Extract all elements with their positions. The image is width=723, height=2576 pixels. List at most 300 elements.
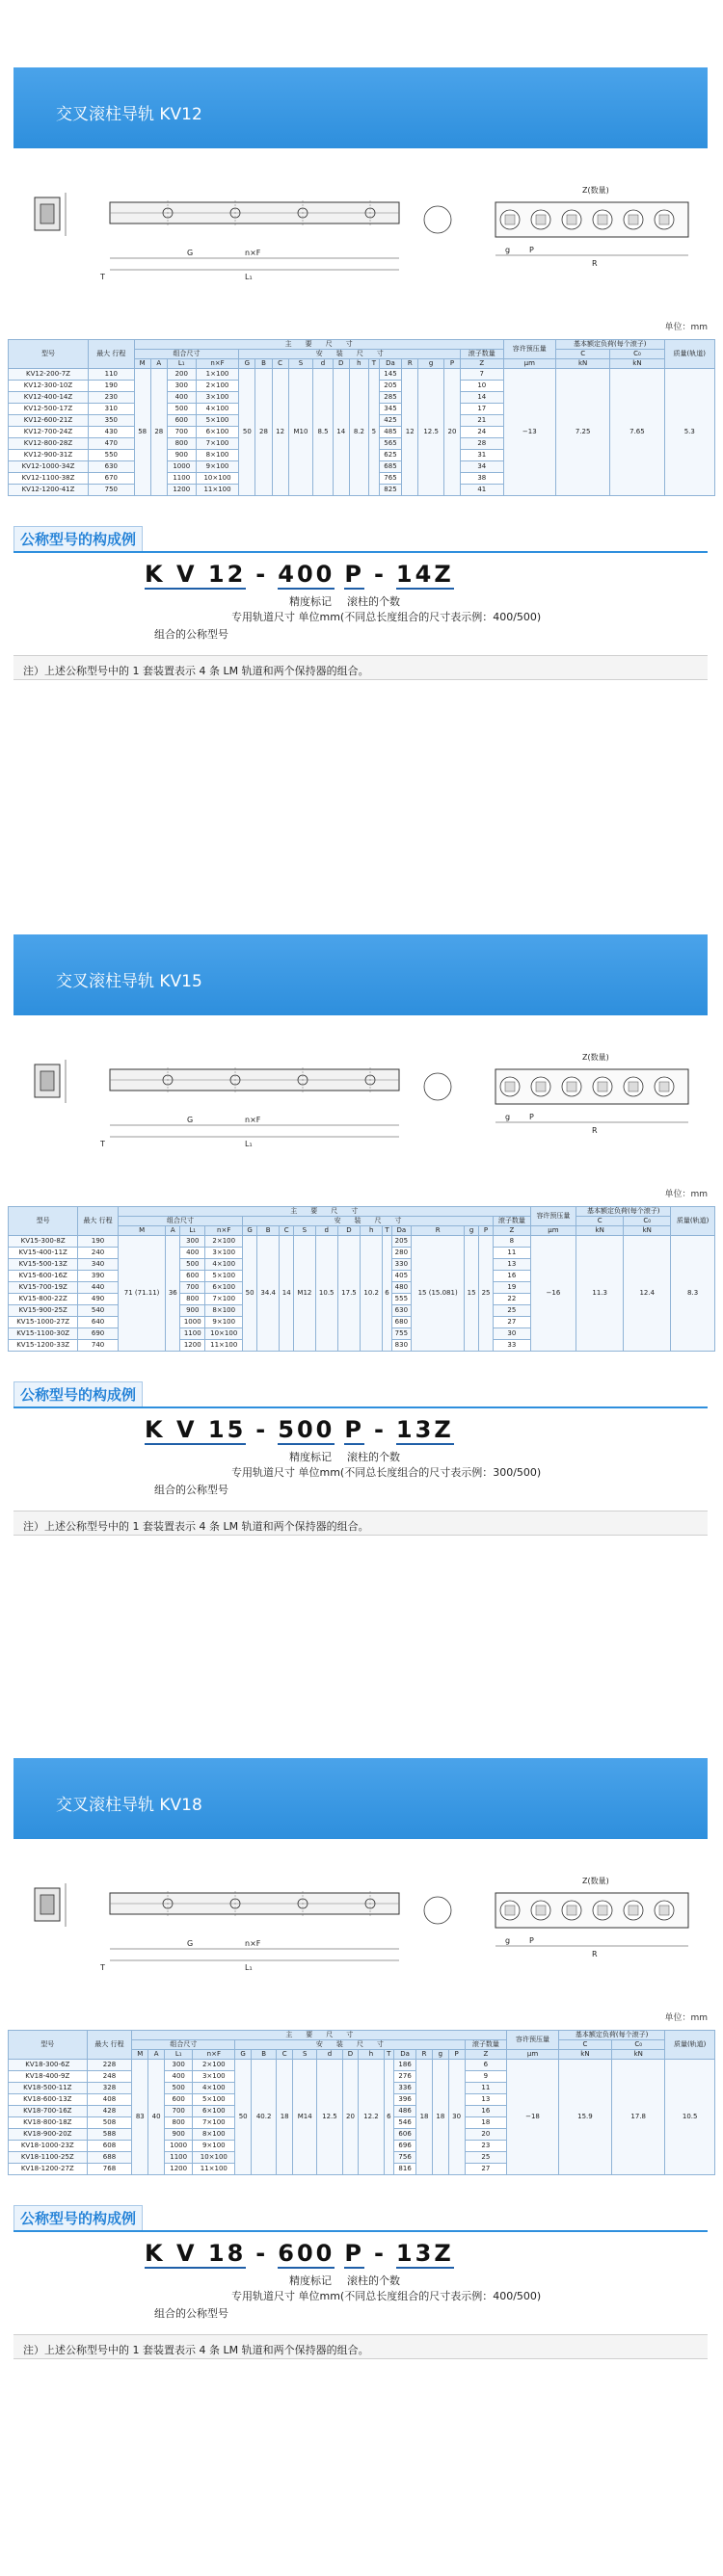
- header-col-mount: Da: [394, 2050, 416, 2060]
- cell-l1: 700: [167, 427, 196, 438]
- cell-da: 345: [379, 404, 401, 415]
- cell-da: 336: [394, 2083, 416, 2094]
- model-part-p2: 500: [278, 1416, 335, 1443]
- cell-g-small: 12.5: [418, 369, 444, 496]
- header-assembly: 组合尺寸: [118, 1217, 242, 1226]
- cell-l1: 1200: [167, 485, 196, 496]
- header-col-delta-unit: μm: [530, 1226, 576, 1236]
- cell-nf: 7×100: [205, 1294, 243, 1305]
- header-mounting: 安 装 尺 寸: [239, 350, 461, 359]
- cell-l1: 600: [167, 415, 196, 427]
- cell-da: 756: [394, 2152, 416, 2164]
- cell-stroke: 688: [87, 2152, 132, 2164]
- table-row: [9, 1236, 715, 1248]
- cell-z: 22: [493, 1294, 530, 1305]
- cell-stroke: 550: [88, 450, 134, 461]
- drawing-label-g-dim: G: [187, 249, 194, 257]
- cell-c: 7.25: [556, 369, 610, 496]
- cell-stroke: 588: [87, 2129, 132, 2141]
- section-banner: [13, 67, 708, 148]
- cell-l1: 400: [167, 392, 196, 404]
- cell-t: 5: [369, 369, 380, 496]
- example-label-length: 专用轨道尺寸 单位mm(不同总长度组合的尺寸表示例：400/500): [231, 2290, 542, 2302]
- section-title: 交叉滚柱导轨 KV18: [56, 1796, 202, 1815]
- cell-delta: −13: [503, 369, 556, 496]
- model-part-p4: 13Z: [395, 1416, 454, 1443]
- cell-model: KV12-800-28Z: [9, 438, 89, 450]
- cell-d: 17.5: [337, 1236, 360, 1352]
- drawing-label-g: g: [505, 246, 511, 254]
- header-col-mount: R: [416, 2050, 433, 2060]
- cell-model: KV18-500-11Z: [9, 2083, 88, 2094]
- header-roller-count: 滚子数量: [493, 1217, 530, 1226]
- header-col-mount: D: [337, 1226, 360, 1236]
- drawing-label-g-dim: G: [187, 1116, 194, 1124]
- cell-z: 25: [493, 1305, 530, 1317]
- header-col-z: Z: [461, 359, 503, 369]
- drawing-label-nf: n×F: [245, 249, 261, 257]
- cell-nf: 9×100: [196, 461, 239, 473]
- header-max-stroke: 最大 行程: [87, 2031, 132, 2060]
- example-label-count: 滚柱的个数: [347, 595, 400, 608]
- cell-da: 765: [379, 473, 401, 485]
- cell-model: KV15-1000-27Z: [9, 1317, 78, 1328]
- example-divider: [13, 1406, 708, 1408]
- cell-da: 546: [394, 2117, 416, 2129]
- section-banner: [13, 1758, 708, 1839]
- cell-stroke: 340: [78, 1259, 119, 1271]
- cell-s: M10: [288, 369, 313, 496]
- cell-stroke: 750: [88, 485, 134, 496]
- example-label-length: 专用轨道尺寸 单位mm(不同总长度组合的尺寸表示例：400/500): [231, 611, 542, 623]
- model-part-p3: P: [344, 2240, 364, 2267]
- header-load: 基本额定负荷(每个滚子): [576, 1207, 671, 1217]
- cell-l1: 1000: [165, 2141, 193, 2152]
- cell-model: KV18-1000-23Z: [9, 2141, 88, 2152]
- cell-nf: 1×100: [196, 369, 239, 381]
- cell-a: 28: [150, 369, 167, 496]
- header-col-c0-unit: kN: [612, 2050, 665, 2060]
- cell-stroke: 350: [88, 415, 134, 427]
- drawing-label-l1: L₁: [245, 1140, 253, 1148]
- cell-stroke: 740: [78, 1340, 119, 1352]
- header-col-mount: S: [288, 359, 313, 369]
- cell-model: KV12-900-31Z: [9, 450, 89, 461]
- cell-stroke: 430: [88, 427, 134, 438]
- example-label-count: 滚柱的个数: [347, 2274, 400, 2287]
- drawing-label-r: R: [592, 1126, 598, 1135]
- cell-l1: 500: [167, 404, 196, 415]
- header-col-z: Z: [465, 2050, 507, 2060]
- cell-z: 11: [465, 2083, 507, 2094]
- header-col-c-unit: kN: [576, 1226, 624, 1236]
- header-col-mount: C: [280, 1226, 294, 1236]
- header-col-mount: S: [293, 2050, 317, 2060]
- model-example: [145, 2240, 464, 2269]
- cell-da: 285: [379, 392, 401, 404]
- example-label-combo: 组合的公称型号: [154, 628, 228, 641]
- cell-l1: 300: [165, 2060, 193, 2071]
- cell-model: KV15-500-13Z: [9, 1259, 78, 1271]
- header-col-assembly: n×F: [193, 2050, 235, 2060]
- cell-z: 18: [465, 2117, 507, 2129]
- drawing-label-nf: n×F: [245, 1116, 261, 1124]
- cell-nf: 9×100: [205, 1317, 243, 1328]
- header-col-mount: D: [333, 359, 349, 369]
- cell-da: 396: [394, 2094, 416, 2106]
- cell-da: 205: [391, 1236, 411, 1248]
- cell-da: 280: [391, 1248, 411, 1259]
- header-col-assembly: L₁: [165, 2050, 193, 2060]
- model-part-d1: -: [255, 2240, 269, 2267]
- header-col-mount: g: [465, 1226, 479, 1236]
- cell-model: KV18-700-16Z: [9, 2106, 88, 2117]
- cell-da: 405: [391, 1271, 411, 1282]
- header-col-mount: Da: [379, 359, 401, 369]
- cell-model: KV12-300-10Z: [9, 381, 89, 392]
- cell-z: 28: [461, 438, 503, 450]
- cell-stroke: 228: [87, 2060, 132, 2071]
- cell-da: 696: [394, 2141, 416, 2152]
- cell-d: 12.5: [317, 2060, 342, 2175]
- cell-stroke: 608: [87, 2141, 132, 2152]
- cell-z: 38: [461, 473, 503, 485]
- header-col-assembly: L₁: [180, 1226, 205, 1236]
- header-col-mount: D: [342, 2050, 359, 2060]
- header-col-mount: R: [412, 1226, 465, 1236]
- model-part-p4: 13Z: [395, 2240, 454, 2267]
- cell-stroke: 248: [87, 2071, 132, 2083]
- spec-table: [8, 1206, 715, 1352]
- model-part-d2: -: [373, 561, 387, 588]
- cell-z: 23: [465, 2141, 507, 2152]
- cell-m: 71 (71.11): [118, 1236, 166, 1352]
- header-roller-count: 滚子数量: [465, 2040, 507, 2050]
- cell-z: 27: [465, 2164, 507, 2175]
- header-col-mount: R: [402, 359, 418, 369]
- cell-nf: 3×100: [205, 1248, 243, 1259]
- model-part-p1: K V 18: [145, 2240, 247, 2267]
- header-col-mount: h: [361, 1226, 383, 1236]
- cell-p: 30: [448, 2060, 465, 2175]
- cell-stroke: 408: [87, 2094, 132, 2106]
- cell-da: 145: [379, 369, 401, 381]
- cell-stroke: 690: [78, 1328, 119, 1340]
- cell-l1: 400: [165, 2071, 193, 2083]
- cell-z: 30: [493, 1328, 530, 1340]
- drawing-label-g-dim: G: [187, 1939, 194, 1948]
- cell-z: 16: [465, 2106, 507, 2117]
- cell-model: KV15-600-16Z: [9, 1271, 78, 1282]
- model-part-p3: P: [344, 561, 364, 588]
- cell-l1: 600: [180, 1271, 205, 1282]
- section-title: 交叉滚柱导轨 KV15: [56, 972, 202, 991]
- model-part-d1: -: [255, 1416, 269, 1443]
- example-label-accuracy: 精度标记: [289, 595, 332, 608]
- cell-c: 14: [280, 1236, 294, 1352]
- model-part-d2: -: [373, 1416, 387, 1443]
- example-label-accuracy: 精度标记: [289, 2274, 332, 2287]
- header-col-z: Z: [493, 1226, 530, 1236]
- example-heading: 公称型号的构成例: [13, 526, 143, 552]
- header-assembly: 组合尺寸: [132, 2040, 235, 2050]
- header-load: 基本额定负荷(每个滚子): [558, 2031, 665, 2040]
- cell-r: 18: [416, 2060, 433, 2175]
- cell-b: 28: [255, 369, 272, 496]
- header-col-assembly: A: [148, 2050, 165, 2060]
- cell-h: 12.2: [359, 2060, 384, 2175]
- cell-l1: 300: [180, 1236, 205, 1248]
- cell-da: 565: [379, 438, 401, 450]
- cell-g: 50: [243, 1236, 257, 1352]
- example-label-count: 滚柱的个数: [347, 1451, 400, 1463]
- header-mass: 质量(轨道): [664, 340, 714, 369]
- cell-z: 17: [461, 404, 503, 415]
- model-example: [145, 561, 464, 590]
- cell-l1: 1100: [180, 1328, 205, 1340]
- header-col-mount: P: [448, 2050, 465, 2060]
- cell-da: 685: [379, 461, 401, 473]
- cell-model: KV15-800-22Z: [9, 1294, 78, 1305]
- cell-z: 9: [465, 2071, 507, 2083]
- unit-label: 单位：mm: [664, 1190, 708, 1199]
- cell-da: 816: [394, 2164, 416, 2175]
- cell-stroke: 470: [88, 438, 134, 450]
- header-model: 型号: [9, 2031, 88, 2060]
- cell-l1: 900: [167, 450, 196, 461]
- cell-nf: 10×100: [193, 2152, 235, 2164]
- cell-z: 33: [493, 1340, 530, 1352]
- cell-model: KV12-700-24Z: [9, 427, 89, 438]
- header-col-mount: h: [349, 359, 368, 369]
- cell-model: KV12-600-21Z: [9, 415, 89, 427]
- cell-nf: 2×100: [193, 2060, 235, 2071]
- model-part-p3: P: [344, 1416, 364, 1443]
- cell-g-small: 18: [432, 2060, 448, 2175]
- cell-stroke: 328: [87, 2083, 132, 2094]
- cell-z: 31: [461, 450, 503, 461]
- header-col-mount: d: [317, 2050, 342, 2060]
- cell-stroke: 670: [88, 473, 134, 485]
- cell-h: 10.2: [361, 1236, 383, 1352]
- cell-nf: 11×100: [205, 1340, 243, 1352]
- header-col-mount: P: [443, 359, 460, 369]
- cell-da: 276: [394, 2071, 416, 2083]
- cell-stroke: 110: [88, 369, 134, 381]
- header-max-stroke: 最大 行程: [78, 1207, 119, 1236]
- cell-model: KV15-1100-30Z: [9, 1328, 78, 1340]
- header-c0: C₀: [624, 1217, 671, 1226]
- header-col-mount: P: [479, 1226, 494, 1236]
- cell-model: KV15-700-19Z: [9, 1282, 78, 1294]
- cell-g: 50: [235, 2060, 252, 2175]
- drawing-label-r: R: [592, 1950, 598, 1958]
- header-tolerance: 容许预压量: [530, 1207, 576, 1226]
- cell-r: 12: [402, 369, 418, 496]
- example-divider: [13, 2230, 708, 2232]
- cell-mass: 5.3: [664, 369, 714, 496]
- header-col-delta-unit: μm: [503, 359, 556, 369]
- model-example: [145, 1416, 464, 1445]
- cell-a: 36: [166, 1236, 180, 1352]
- header-col-c-unit: kN: [558, 2050, 611, 2060]
- cell-model: KV12-1100-38Z: [9, 473, 89, 485]
- drawing-label-l1: L₁: [245, 273, 253, 281]
- header-tolerance: 容许预压量: [507, 2031, 559, 2050]
- cell-t: 6: [383, 1236, 391, 1352]
- cell-stroke: 310: [88, 404, 134, 415]
- header-col-mount: g: [418, 359, 444, 369]
- cell-nf: 3×100: [193, 2071, 235, 2083]
- cell-nf: 8×100: [193, 2129, 235, 2141]
- header-col-assembly: A: [166, 1226, 180, 1236]
- header-col-mount: S: [294, 1226, 315, 1236]
- cell-stroke: 440: [78, 1282, 119, 1294]
- cell-stroke: 240: [78, 1248, 119, 1259]
- header-col-assembly: L₁: [167, 359, 196, 369]
- cell-stroke: 508: [87, 2117, 132, 2129]
- drawing-label-p: P: [529, 1113, 534, 1121]
- example-label-combo: 组合的公称型号: [154, 2307, 228, 2320]
- cell-da: 486: [394, 2106, 416, 2117]
- cell-model: KV15-900-25Z: [9, 1305, 78, 1317]
- model-part-d2: -: [373, 2240, 387, 2267]
- cell-stroke: 630: [88, 461, 134, 473]
- header-col-mount: h: [359, 2050, 384, 2060]
- cell-mass: 8.3: [671, 1236, 715, 1352]
- cell-d: 8.5: [313, 369, 333, 496]
- cell-da: 330: [391, 1259, 411, 1271]
- header-col-c-unit: kN: [556, 359, 610, 369]
- cell-nf: 7×100: [196, 438, 239, 450]
- header-col-mount: C: [272, 359, 288, 369]
- cell-s: M14: [293, 2060, 317, 2175]
- cell-nf: 7×100: [193, 2117, 235, 2129]
- cell-z: 6: [465, 2060, 507, 2071]
- table-row: [9, 369, 715, 381]
- cell-z: 7: [461, 369, 503, 381]
- cell-l1: 1200: [180, 1340, 205, 1352]
- cell-m: 58: [134, 369, 150, 496]
- cell-nf: 5×100: [196, 415, 239, 427]
- cell-da: 425: [379, 415, 401, 427]
- header-c0: C₀: [610, 350, 664, 359]
- rail-drawing: [13, 164, 708, 318]
- cell-model: KV12-200-7Z: [9, 369, 89, 381]
- cell-da: 625: [379, 450, 401, 461]
- header-col-mount: Da: [391, 1226, 411, 1236]
- cell-model: KV18-300-6Z: [9, 2060, 88, 2071]
- header-col-mount: C: [277, 2050, 293, 2060]
- example-heading: 公称型号的构成例: [13, 1381, 143, 1407]
- cell-nf: 2×100: [196, 381, 239, 392]
- cell-c0: 17.8: [612, 2060, 665, 2175]
- header-tolerance: 容许预压量: [503, 340, 556, 359]
- header-col-mount: G: [243, 1226, 257, 1236]
- cell-l1: 800: [165, 2117, 193, 2129]
- example-label-length: 专用轨道尺寸 单位mm(不同总长度组合的尺寸表示例：300/500): [231, 1466, 542, 1479]
- cell-c: 15.9: [558, 2060, 611, 2175]
- cell-z: 8: [493, 1236, 530, 1248]
- drawing-label-g: g: [505, 1113, 511, 1121]
- cell-g-small: 15: [465, 1236, 479, 1352]
- cell-da: 555: [391, 1294, 411, 1305]
- drawing-label-p: P: [529, 246, 534, 254]
- example-label-accuracy: 精度标记: [289, 1451, 332, 1463]
- cell-delta: −16: [530, 1236, 576, 1352]
- cell-da: 606: [394, 2129, 416, 2141]
- cell-p: 20: [443, 369, 460, 496]
- cell-l1: 900: [165, 2129, 193, 2141]
- header-col-mount: B: [257, 1226, 280, 1236]
- cell-nf: 10×100: [196, 473, 239, 485]
- header-mounting: 安 装 尺 寸: [235, 2040, 465, 2050]
- cell-z: 10: [461, 381, 503, 392]
- unit-label: 单位：mm: [664, 323, 708, 332]
- cell-da: 205: [379, 381, 401, 392]
- rail-drawing: [13, 1031, 708, 1185]
- cell-stroke: 190: [88, 381, 134, 392]
- cell-nf: 4×100: [205, 1259, 243, 1271]
- model-part-d1: -: [255, 561, 269, 588]
- header-col-mount: g: [432, 2050, 448, 2060]
- model-part-p1: K V 12: [145, 561, 247, 588]
- header-col-delta-unit: μm: [507, 2050, 559, 2060]
- header-main-dims: 主 要 尺 寸: [134, 340, 503, 350]
- cell-stroke: 428: [87, 2106, 132, 2117]
- header-col-assembly: A: [150, 359, 167, 369]
- header-main-dims: 主 要 尺 寸: [132, 2031, 507, 2040]
- cell-z: 27: [493, 1317, 530, 1328]
- cell-model: KV18-1200-27Z: [9, 2164, 88, 2175]
- drawing-label-r: R: [592, 259, 598, 268]
- cell-z: 13: [493, 1259, 530, 1271]
- drawing-label-p: P: [529, 1936, 534, 1945]
- cell-z: 24: [461, 427, 503, 438]
- drawing-label-z: Z(数量): [582, 186, 609, 195]
- cell-r: 15 (15.081): [412, 1236, 465, 1352]
- header-col-assembly: n×F: [196, 359, 239, 369]
- cell-model: KV15-300-8Z: [9, 1236, 78, 1248]
- cell-model: KV15-1200-33Z: [9, 1340, 78, 1352]
- header-c0: C₀: [612, 2040, 665, 2050]
- cell-stroke: 640: [78, 1317, 119, 1328]
- header-col-mount: d: [315, 1226, 337, 1236]
- cell-da: 755: [391, 1328, 411, 1340]
- cell-stroke: 230: [88, 392, 134, 404]
- cell-stroke: 390: [78, 1271, 119, 1282]
- cell-nf: 2×100: [205, 1236, 243, 1248]
- cell-a: 40: [148, 2060, 165, 2175]
- cell-z: 16: [493, 1271, 530, 1282]
- header-c: C: [558, 2040, 611, 2050]
- section-banner: [13, 934, 708, 1015]
- cell-c: 18: [277, 2060, 293, 2175]
- header-col-c0-unit: kN: [610, 359, 664, 369]
- cell-l1: 1000: [167, 461, 196, 473]
- header-col-mount: T: [384, 2050, 394, 2060]
- cell-c0: 12.4: [624, 1236, 671, 1352]
- cell-da: 630: [391, 1305, 411, 1317]
- header-col-mount: T: [383, 1226, 391, 1236]
- cell-nf: 5×100: [205, 1271, 243, 1282]
- drawing-label-z: Z(数量): [582, 1877, 609, 1885]
- cell-z: 19: [493, 1282, 530, 1294]
- header-col-assembly: M: [134, 359, 150, 369]
- cell-t: 6: [384, 2060, 394, 2175]
- cell-z: 11: [493, 1248, 530, 1259]
- cell-l1: 200: [167, 369, 196, 381]
